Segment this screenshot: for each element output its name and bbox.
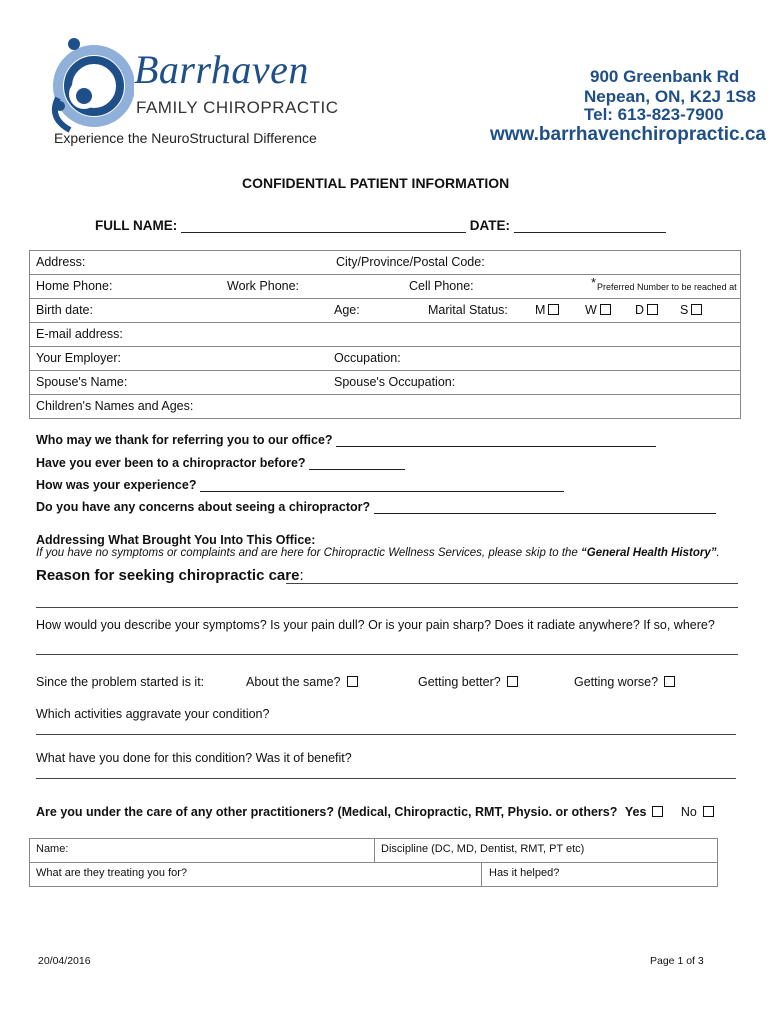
checkbox-icon (703, 806, 714, 817)
treatment-question: What have you done for this condition? Was it of benefit? (36, 751, 352, 765)
phone-number: Tel: 613-823-7900 (584, 105, 724, 124)
address-row[interactable] (30, 251, 740, 274)
checkbox-icon (347, 676, 358, 687)
been-before-question: Have you ever been to a chiropractor before? (36, 456, 405, 470)
work-phone-label: Work Phone: (227, 279, 300, 293)
since-label: Since the problem started is it: (36, 675, 205, 689)
reason-heading: Reason for seeking chiropractic care: (36, 567, 304, 584)
addressing-heading: Addressing What Brought You Into This Office: (36, 533, 316, 547)
spine-family-logo-icon (44, 36, 134, 134)
been-before-field[interactable] (309, 456, 405, 470)
website: www.barrhavenchiropractic.ca (490, 124, 766, 145)
symptoms-question: How would you describe your symptoms? Is your pain dull? Or is your pain sharp? Does it radiate anywhere? If so, where? (36, 618, 715, 632)
checkbox-icon (507, 676, 518, 687)
aggravate-line[interactable] (36, 734, 736, 735)
concerns-field[interactable] (374, 500, 716, 514)
footer-date: 20/04/2016 (38, 955, 91, 967)
cell-phone-label: Cell Phone: (409, 279, 474, 293)
wellness-note: If you have no symptoms or complaints and are here for Chiropractic Wellness Services, please skip to the “General Health History”. (36, 547, 720, 559)
email-label: E-mail address: (36, 327, 123, 341)
date-field[interactable] (514, 219, 666, 233)
symptoms-line[interactable] (36, 654, 738, 655)
aggravate-question: Which activities aggravate your condition? (36, 707, 270, 721)
checkbox-icon (691, 304, 702, 315)
cell-divider (481, 863, 482, 886)
marital-d-option[interactable]: D (635, 303, 658, 317)
full-name-field[interactable] (181, 219, 466, 233)
age-label: Age: (334, 303, 360, 317)
marital-s-option[interactable]: S (680, 303, 702, 317)
email-row[interactable] (30, 323, 740, 346)
full-name-row (95, 218, 666, 233)
referral-question: Who may we thank for referring you to our office? (36, 433, 656, 447)
checkbox-icon (600, 304, 611, 315)
form-title: CONFIDENTIAL PATIENT INFORMATION (242, 175, 510, 191)
spouse-occupation-label: Spouse's Occupation: (334, 375, 456, 389)
checkbox-icon (647, 304, 658, 315)
experience-field[interactable] (200, 478, 564, 492)
marital-w-option[interactable]: W (585, 303, 611, 317)
birth-row[interactable] (30, 299, 740, 322)
marital-m-option[interactable]: M (535, 303, 559, 317)
date-label: DATE: (469, 218, 511, 233)
practitioner-treating-row[interactable]: What are they treating you for? Has it helped? (30, 863, 717, 886)
brand-name: Barrhaven (134, 47, 309, 92)
getting-worse-option[interactable]: Getting worse? (574, 675, 675, 689)
employer-row[interactable] (30, 347, 740, 370)
preferred-star: * (591, 275, 597, 290)
marital-status-label: Marital Status: (428, 303, 508, 317)
practitioner-table (29, 838, 718, 887)
full-name-label: FULL NAME: (95, 218, 178, 233)
address-label: Address: (36, 255, 86, 269)
experience-question: How was your experience? (36, 478, 564, 492)
other-care-question: Are you under the care of any other practitioners? (Medical, Chiropractic, RMT, Physio. or others? Yes No (36, 805, 714, 819)
checkbox-icon (548, 304, 559, 315)
checkbox-icon (664, 676, 675, 687)
employer-label: Your Employer: (36, 351, 121, 365)
concerns-question: Do you have any concerns about seeing a chiropractor? (36, 500, 716, 514)
patient-info-table (29, 250, 741, 419)
preferred-note: Preferred Number to be reached at (597, 282, 737, 292)
phone-row[interactable] (30, 275, 740, 298)
checkbox-icon (652, 806, 663, 817)
occupation-label: Occupation: (334, 351, 401, 365)
children-row[interactable] (30, 395, 740, 418)
address-line1: 900 Greenbank Rd (590, 67, 740, 86)
brand-tagline: Experience the NeuroStructural Difference (54, 130, 317, 146)
brand-subtitle: FAMILY CHIROPRACTIC (136, 98, 339, 117)
other-care-yes[interactable]: Yes (625, 805, 664, 819)
reason-line-1[interactable] (286, 583, 738, 584)
spouse-name-label: Spouse's Name: (36, 375, 128, 389)
treatment-line[interactable] (36, 778, 736, 779)
birth-date-label: Birth date: (36, 303, 93, 317)
practitioner-name-cell[interactable]: Name: (36, 843, 69, 855)
home-phone-label: Home Phone: (36, 279, 113, 293)
address-line2: Nepean, ON, K2J 1S8 (584, 87, 756, 106)
page-number: Page 1 of 3 (650, 955, 704, 967)
reason-line-2[interactable] (36, 607, 738, 608)
practitioner-discipline-cell[interactable]: Discipline (DC, MD, Dentist, RMT, PT etc) (381, 843, 585, 855)
getting-better-option[interactable]: Getting better? (418, 675, 518, 689)
referral-field[interactable] (336, 433, 656, 447)
children-label: Children's Names and Ages: (36, 399, 194, 413)
other-care-no[interactable]: No (681, 805, 714, 819)
about-same-option[interactable]: About the same? (246, 675, 358, 689)
spouse-row[interactable] (30, 371, 740, 394)
city-label: City/Province/Postal Code: (336, 255, 485, 269)
